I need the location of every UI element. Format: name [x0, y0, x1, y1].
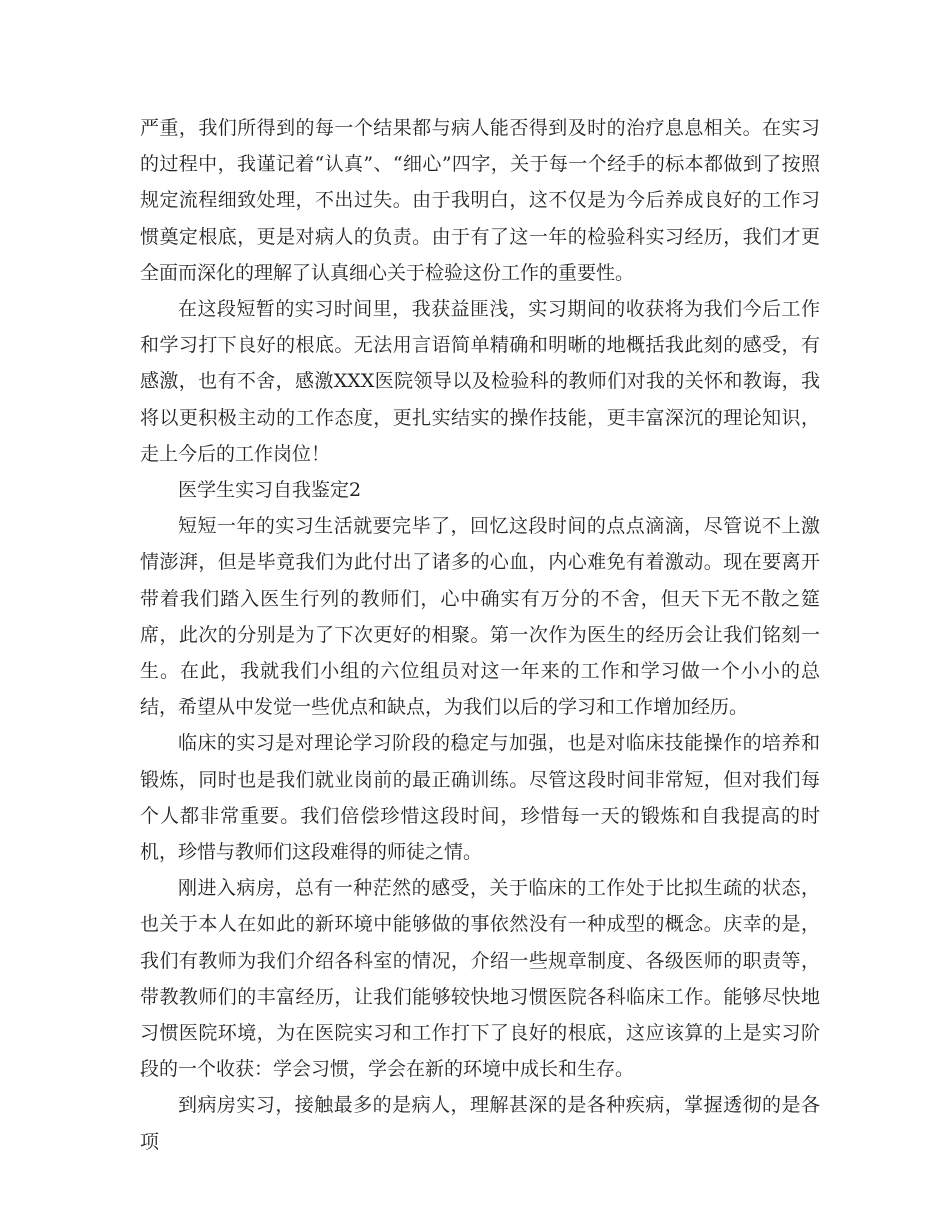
section-heading: 医学生实习自我鉴定2: [178, 479, 362, 502]
paragraph-entering-ward: 刚进入病房，总有一种茫然的感受，关于临床的工作处于比拟生疏的状态，也关于本人在如此的新环境中能够做的事依然没有一种成型的概念。庆幸的是，我们有教师为我们介绍各科室的情况，介绍一些规章制度、各级医师的职责等，带教教师们的丰富经历，让我们能够较快地习惯医院各科临床工作。能够尽快地习惯医院环境，为在医院实习和工作打下了良好的根底，这应该算的上是实习阶段的一个收获：学会习惯，学会在新的环境中成长和生存。: [140, 877, 820, 1081]
paragraph-clinical-practice: 临床的实习是对理论学习阶段的稳定与加强，也是对临床技能操作的培养和锻炼，同时也是我们就业岗前的最正确训练。尽管这段时间非常短，但对我们每个人都非常重要。我们倍偿珍惜这段时间，珍惜每一天的锻炼和自我提高的时机，珍惜与教师们这段难得的师徒之情。: [140, 732, 820, 864]
document-body: [140, 110, 820, 1160]
paragraph-continuation: 严重，我们所得到的每一个结果都与病人能否得到及时的治疗息息相关。在实习的过程中，我谨记着“认真”、“细心”四字，关于每一个经手的标本都做到了按照规定流程细致处理，不出过失。由于我明白，这不仅是为今后养成良好的工作习惯奠定根底，更是对病人的负责。由于有了这一年的检验科实习经历，我们才更全面而深化的理解了认真细心关于检验这份工作的重要性。: [140, 117, 820, 284]
paragraph-ward-internship: 到病房实习，接触最多的是病人，理解甚深的是各种疾病，掌握透彻的是各项: [140, 1094, 820, 1153]
paragraph-year-summary: 短短一年的实习生活就要完毕了，回忆这段时间的点点滴滴，尽管说不上激情澎湃，但是毕竟我们为此付出了诸多的心血，内心难免有着激动。现在要离开带着我们踏入医生行列的教师们，心中确实有万分的不舍，但天下无不散之筵席，此次的分别是为了下次更好的相聚。第一次作为医生的经历会让我们铭刻一生。在此，我就我们小组的六位组员对这一年来的工作和学习做一个小小的总结，希望从中发觉一些优点和缺点，为我们以后的学习和工作增加经历。: [140, 515, 820, 719]
paragraph-internship-gains: 在这段短暂的实习时间里，我获益匪浅，实习期间的收获将为我们今后工作和学习打下良好的根底。无法用言语简单精确和明晰的地概括我此刻的感受，有感激，也有不舍，感激XXX医院领导以及检验科的教师们对我的关怀和教诲，我将以更积极主动的工作态度，更扎实结实的操作技能，更丰富深沉的理论知识，走上今后的工作岗位！: [140, 298, 820, 465]
